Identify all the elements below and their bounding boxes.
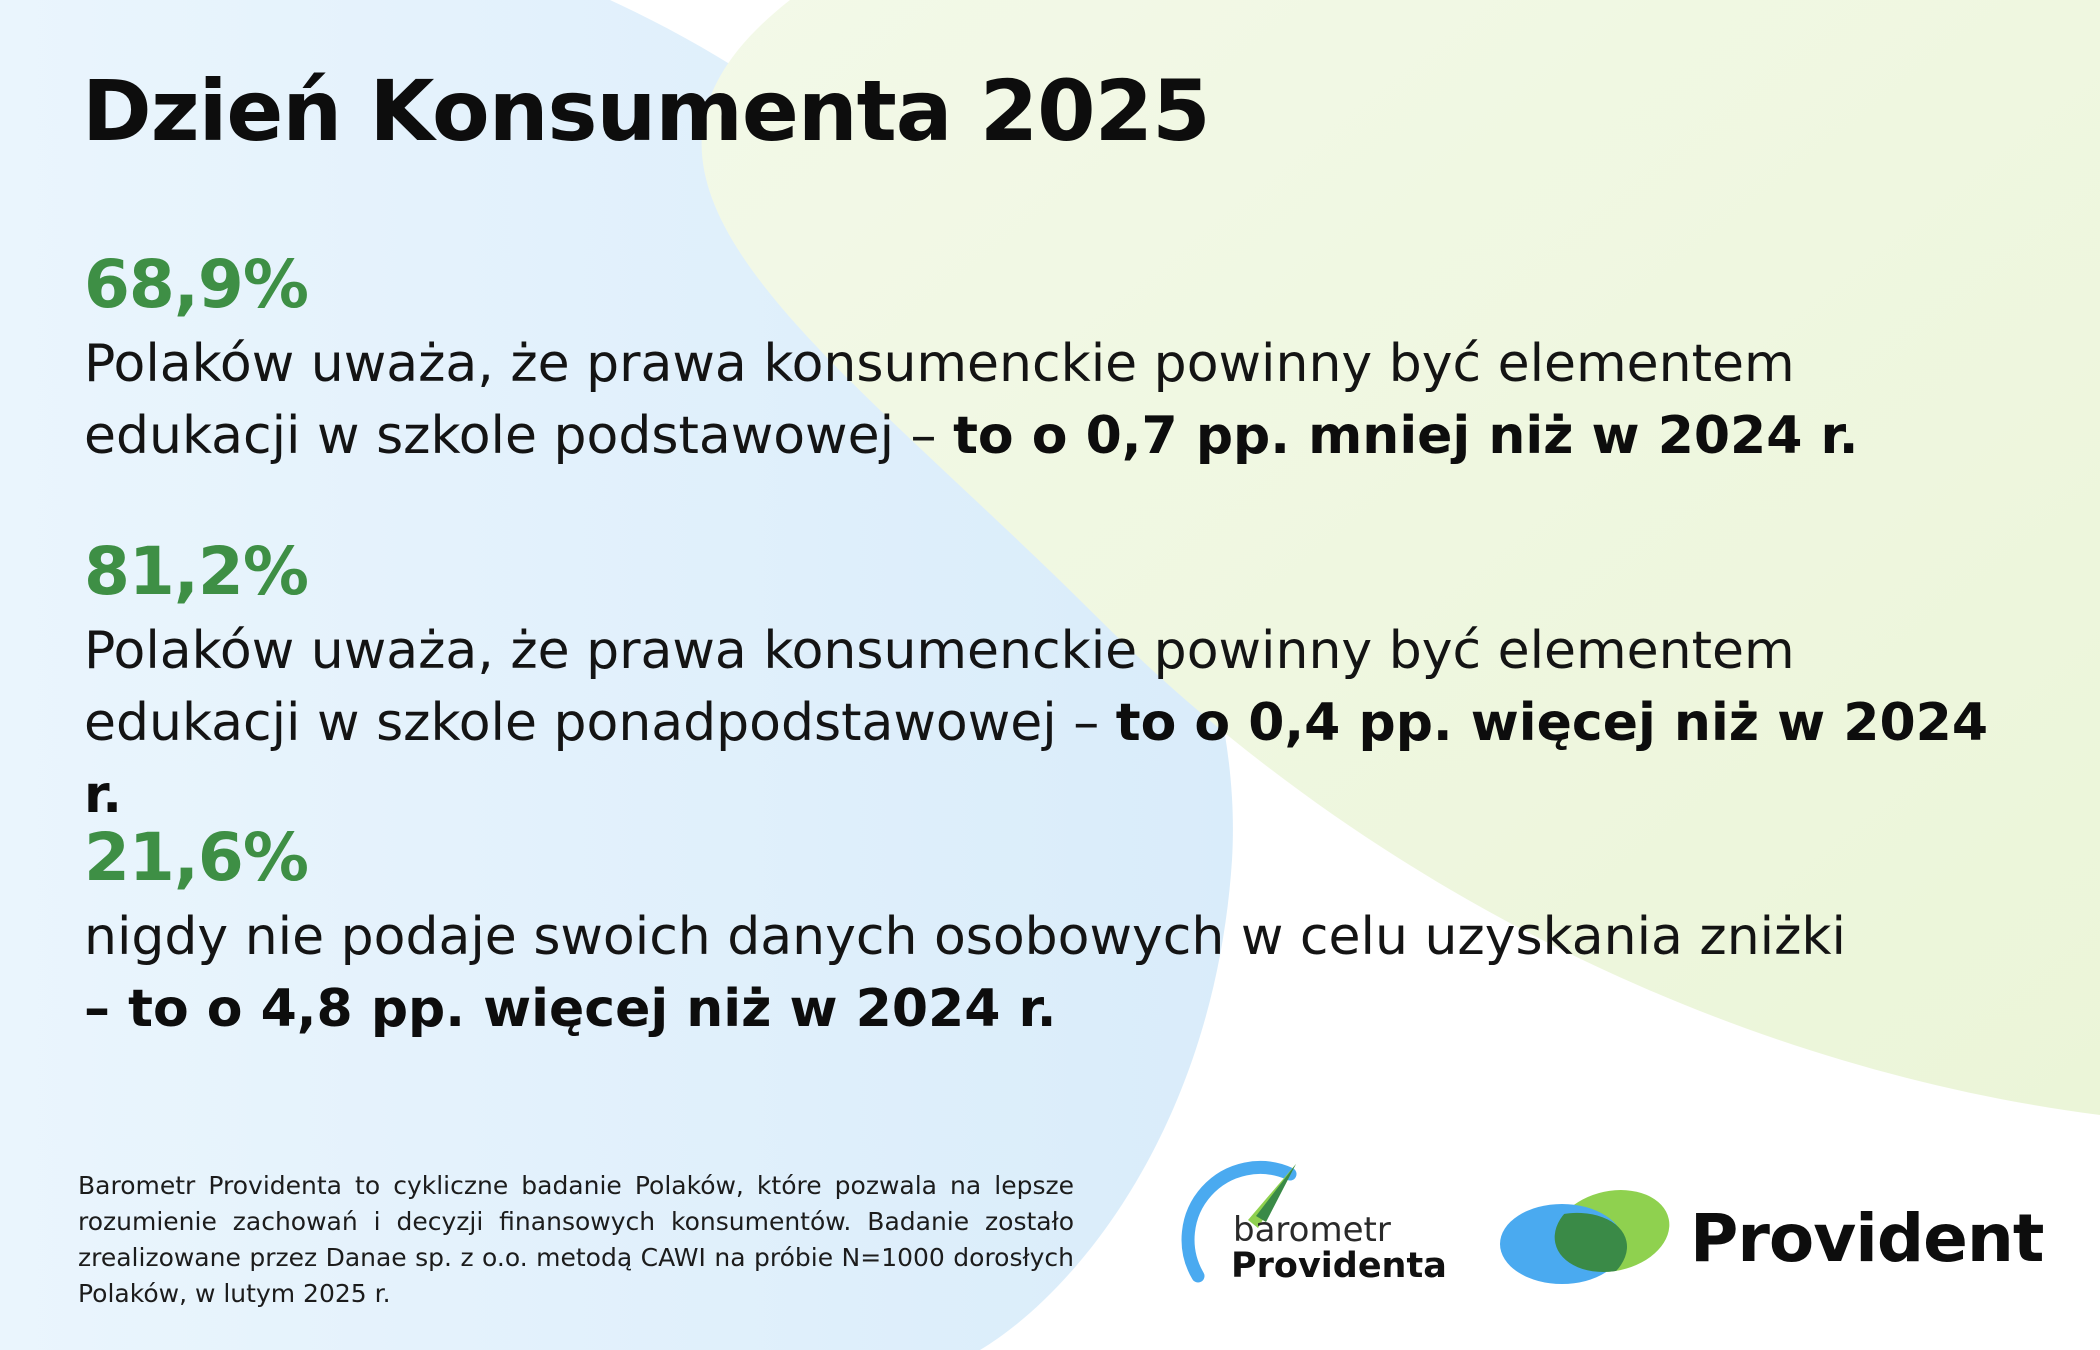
stat-line-2-regular: edukacji w szkole ponadpodstawowej – xyxy=(84,693,1116,753)
logo-text-barometr: barometr xyxy=(1233,1210,1391,1250)
provident-mark-icon xyxy=(1500,1186,1690,1288)
stat-block-secondary-school xyxy=(84,535,2044,831)
stat-line-1: Polaków uważa, że prawa konsumenckie powinny być elementem xyxy=(84,334,1795,394)
survey-footnote: Barometr Providenta to cykliczne badanie Polaków, które pozwala na lepsze rozumienie zachowań i decyzji finansowych konsumentów. Badanie zostało zrealizowane przez Danae sp. z o.o. metodą CAWI na próbie N=1000 dorosłych Polaków, w lutym 2025 r. xyxy=(78,1171,1074,1308)
barometr-providenta-logo xyxy=(1178,1158,1447,1298)
stat-percent: 21,6% xyxy=(84,819,308,896)
stat-line-1: Polaków uważa, że prawa konsumenckie powinny być elementem xyxy=(84,621,1795,681)
logo-text-providenta: Providenta xyxy=(1231,1246,1447,1286)
provident-wordmark: Provident xyxy=(1690,1200,2044,1277)
stat-percent: 68,9% xyxy=(84,246,308,323)
stat-description xyxy=(84,901,2044,1045)
stat-description xyxy=(84,328,2044,472)
stat-block-personal-data xyxy=(84,821,2044,1045)
provident-logo xyxy=(1500,1186,2044,1288)
stat-line-1: nigdy nie podaje swoich danych osobowych w celu uzyskania zniżki xyxy=(84,907,1846,967)
stat-change-bold: to o 0,4 pp. więcej niż w 2024 r. xyxy=(84,693,1989,825)
stat-line-2 xyxy=(84,973,2044,1045)
stat-description xyxy=(84,615,2044,831)
stat-line-2 xyxy=(84,687,2044,831)
stat-change-bold: to o 0,7 pp. mniej niż w 2024 r. xyxy=(953,406,1859,466)
stat-block-primary-school xyxy=(84,248,2044,472)
stat-line-2 xyxy=(84,400,2044,472)
stat-line-2-regular: edukacji w szkole podstawowej – xyxy=(84,406,954,466)
stat-change-bold: – to o 4,8 pp. więcej niż w 2024 r. xyxy=(84,979,1057,1039)
stat-percent: 81,2% xyxy=(84,533,308,610)
page-title: Dzień Konsumenta 2025 xyxy=(82,62,1210,160)
